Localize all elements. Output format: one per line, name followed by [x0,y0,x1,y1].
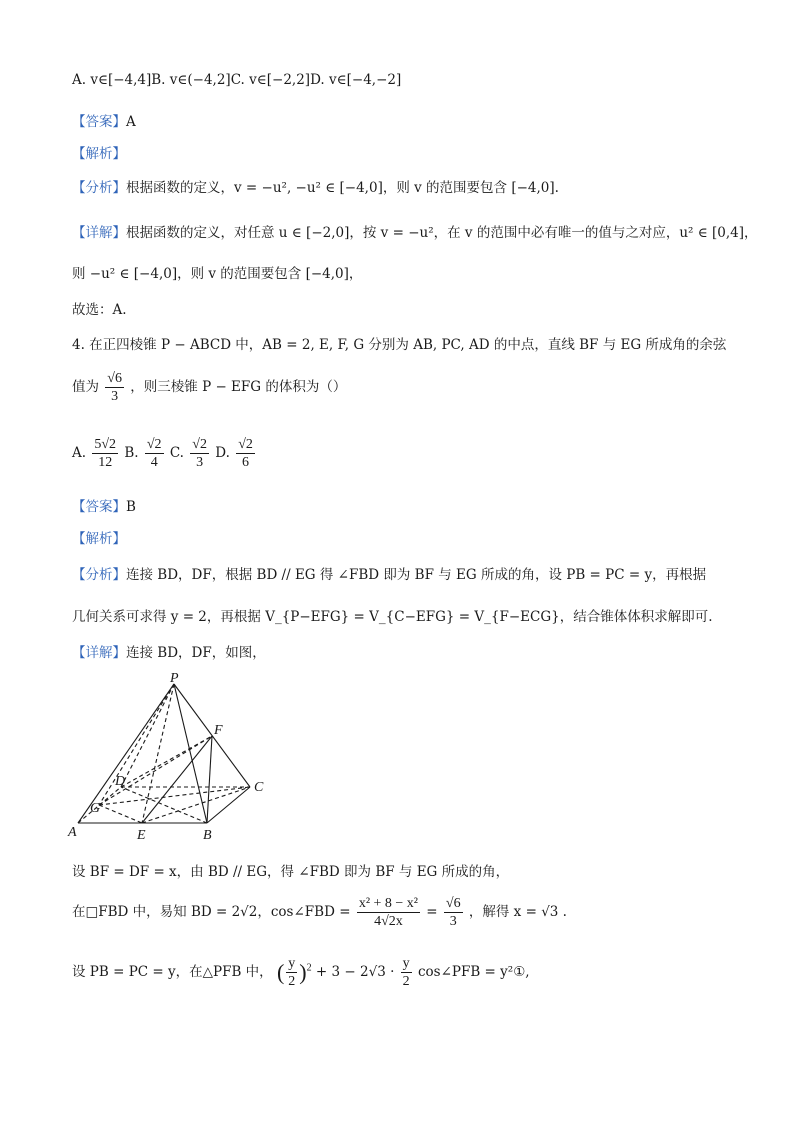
cos-numerator: x² + 8 − x² [358,896,418,911]
q3-xiangjie [72,221,758,241]
option-d-label: D. [215,445,230,461]
q4-options [72,436,257,471]
triangle-suffix: ，解得 x = √3 . [468,904,567,920]
cos-value-fraction [444,895,463,930]
option-c-den: 3 [196,455,204,470]
label-b: B [203,828,212,843]
answer-tag: 【答案】 [72,499,126,515]
xiangjie-text: 连接 BD，DF，如图， [126,645,266,661]
last-suffix: cos∠PFB = y²①, [417,964,530,980]
y-half-den: 2 [288,974,296,989]
left-paren: ( [276,959,285,985]
y-half-num-2: y [402,956,410,971]
fenxi-text: 连接 BD，DF，根据 BD // EG 得 ∠FBD 即为 BF 与 EG 所成的角，设 PB = PC = y，再根据 [126,567,707,583]
q3-options: A. v∈[−4,4]B. v∈(−4,2]C. v∈[−2,2]D. v∈[−4,−2] [72,72,402,88]
edge-pc [174,684,250,787]
segment-gc [99,787,250,805]
segment-pe [142,684,174,823]
y-half-fraction [286,955,297,990]
cos-value-denominator: 3 [449,914,457,929]
right-paren: ) [299,959,307,985]
stem2-suffix: ，则三棱锥 P − EFG 的体积为（） [130,379,347,395]
fenxi-tag: 【分析】 [72,180,126,196]
last-prefix: 设 PB = PC = y，在△PFB 中， [72,964,273,980]
edge-bc [207,787,250,823]
q3-xiangjie-2: 则 −u² ∈ [−4,0]，则 v 的范围要包含 [−4,0]， [72,266,363,282]
label-p: P [170,671,179,686]
equals-sign: = [426,904,438,920]
option-a-den: 12 [98,455,113,470]
fraction-numerator: √6 [107,371,122,386]
q4-answer [72,495,136,515]
q4-line-last [72,955,530,990]
q4-stem-1: 4. 在正四棱锥 P − ABCD 中，AB = 2, E, F, G 分别为 AB, PC, AD 的中点，直线 BF 与 EG 所成角的余弦 [72,337,727,353]
label-g: G [90,801,101,816]
edge-pb [174,684,207,823]
q3-conclusion: 故选：A. [72,302,127,318]
option-a-num: 5√2 [94,437,117,452]
q3-fenxi [72,176,559,196]
xiangjie-text: 根据函数的定义，对任意 u ∈ [−2,0]，按 v = −u²，在 v 的范围中必有唯一的值与之对应，u² ∈ [0,4]， [126,225,758,241]
y-half-num: y [288,956,296,971]
segment-bf [207,736,212,823]
label-c: C [254,780,264,795]
q4-fenxi-1 [72,563,706,583]
option-b-value [145,436,164,471]
xiangjie-tag: 【详解】 [72,225,126,241]
q3-answer [72,110,136,130]
cos-fraction [357,895,420,930]
square-exponent: 2 [306,962,312,974]
triangle-prefix: 在□FBD 中，易知 BD = 2√2，cos∠FBD = [72,904,351,920]
pyramid-figure [60,668,280,848]
option-a-label: A. [72,445,87,461]
answer-value: A [126,114,136,130]
q4-stem-2 [72,370,346,405]
option-d-den: 6 [242,455,250,470]
stem2-fraction [105,370,124,405]
q4-line-bf: 设 BF = DF = x，由 BD // EG，得 ∠FBD 即为 BF 与 EG 所成的角， [72,864,510,880]
option-d-num: √2 [238,437,253,452]
segment-ef [142,736,212,823]
label-f: F [214,723,223,738]
segment-bd [121,787,207,823]
q3-jiexi: 【解析】 [72,146,126,162]
option-b-num: √2 [146,437,162,452]
fenxi-tag: 【分析】 [72,567,126,583]
option-c-value [190,436,209,471]
last-mid: + 3 − 2√3 · [315,964,395,980]
xiangjie-tag: 【详解】 [72,645,126,661]
stem2-prefix: 值为 [72,379,99,395]
fraction-denominator: 3 [111,389,119,404]
y-half-fraction-2 [401,955,412,990]
fenxi-text: 根据函数的定义，v = −u², −u² ∈ [−4,0]，则 v 的范围要包含 [−4,0]. [126,180,559,196]
cos-value-numerator: √6 [445,896,461,911]
segment-ge [99,805,142,823]
segment-ec [142,787,250,823]
answer-tag: 【答案】 [72,114,126,130]
q4-xiangjie [72,641,266,661]
answer-value: B [126,499,136,515]
q4-fenxi-2: 几何关系可求得 y = 2，再根据 V_{P−EFG} = V_{C−EFG} = V_{F−ECG}，结合锥体体积求解即可. [72,609,713,625]
q4-line-triangle [72,895,567,930]
label-e: E [137,828,146,843]
q4-jiexi: 【解析】 [72,531,126,547]
cos-denominator: 4√2x [374,914,403,929]
option-a-value [92,436,118,471]
option-d-value [236,436,255,471]
option-b-den: 4 [150,455,158,470]
label-a: A [68,825,77,840]
y-half-den-2: 2 [402,974,410,989]
option-c-num: √2 [192,437,207,452]
option-c-label: C. [169,445,184,461]
label-d: D [115,774,126,789]
option-b-label: B. [124,445,139,461]
